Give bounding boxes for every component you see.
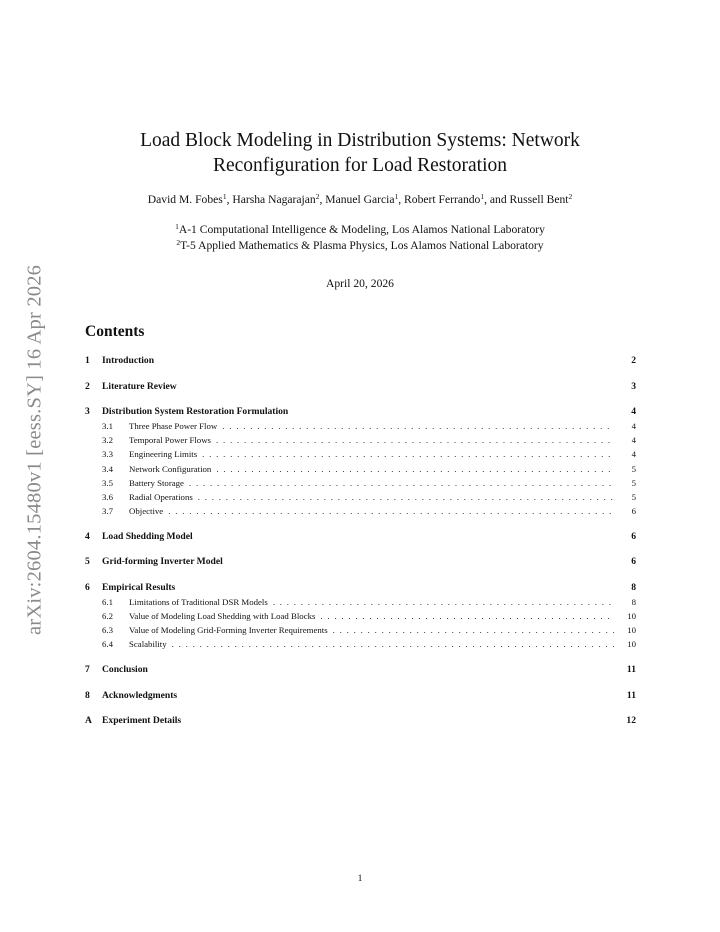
toc-subsection-label[interactable]: Network Configuration	[129, 463, 212, 474]
toc-section-number: 7	[85, 664, 90, 676]
toc-section-page[interactable]: 8	[631, 581, 636, 593]
affiliation-marker: 1	[480, 192, 485, 201]
toc-subsection[interactable]	[85, 609, 636, 623]
toc-dot-leader	[222, 419, 614, 433]
author-name: Robert Ferrando	[404, 193, 481, 206]
affiliations	[70, 222, 650, 254]
toc-section-page[interactable]: 2	[631, 355, 636, 366]
toc-subsection-page[interactable]: 5	[631, 477, 636, 488]
toc-section[interactable]	[85, 714, 636, 728]
toc-subsection-label[interactable]: Radial Operations	[129, 491, 193, 502]
author-name: Russell Bent	[509, 193, 569, 206]
toc-subsection-number: 3.1	[102, 421, 113, 431]
toc-subsection[interactable]	[85, 433, 636, 447]
toc-subsection-page[interactable]: 8	[631, 596, 636, 607]
toc-section-label[interactable]: Acknowledgments	[102, 689, 178, 701]
author-list: David M. Fobes$^1$, Harsha Nagarajan$^2$, Manuel Garcia$^1$, Robert Ferrando$^1$, and Russell Bent$^2$	[147, 192, 573, 206]
toc-section-label[interactable]: Conclusion	[102, 664, 148, 676]
toc-dot-leader	[216, 433, 614, 447]
author-name: Harsha Nagarajan	[232, 193, 316, 206]
toc-section-number: 1	[85, 355, 90, 366]
toc-section-page[interactable]: 11	[626, 689, 636, 701]
toc-subsection-page[interactable]: 5	[631, 491, 636, 502]
affiliation-text: A-1 Computational Intelligence & Modeling, Los Alamos National Laboratory	[178, 223, 545, 236]
toc-subsection-page[interactable]: 4	[631, 449, 636, 460]
toc-section-label[interactable]: Load Shedding Model	[102, 530, 193, 542]
toc-subsection-label[interactable]: Value of Modeling Grid-Forming Inverter Requirements	[129, 625, 328, 636]
toc-subsection-label[interactable]: Temporal Power Flows	[129, 435, 211, 446]
affiliation-text: T-5 Applied Mathematics & Plasma Physics, Los Alamos National Laboratory	[180, 239, 544, 252]
toc-dot-leader	[202, 447, 614, 461]
toc-dot-leader	[273, 595, 614, 609]
toc-dot-leader	[333, 623, 614, 637]
toc-section-label[interactable]: Distribution System Restoration Formulation	[102, 406, 289, 417]
toc-subsection[interactable]	[85, 623, 636, 637]
title-line-2: Reconfiguration for Load Restoration	[212, 155, 508, 176]
toc-subsection-page[interactable]: 10	[627, 625, 636, 636]
toc-section-number: 5	[85, 556, 90, 568]
toc-subsection[interactable]	[85, 637, 636, 651]
toc-dot-leader	[168, 504, 614, 518]
table-of-contents	[85, 354, 636, 728]
toc-section-page[interactable]: 12	[626, 715, 636, 727]
toc-section-number: 6	[85, 581, 90, 593]
toc-section[interactable]	[85, 689, 636, 703]
toc-subsection-label[interactable]: Value of Modeling Load Shedding with Load Blocks	[129, 611, 316, 621]
toc-dot-leader	[189, 476, 614, 490]
toc-dot-leader	[216, 462, 614, 476]
publication-date: April 20, 2026	[326, 277, 394, 290]
toc-section-page[interactable]: 4	[631, 406, 636, 417]
toc-subsection-number: 6.3	[102, 625, 113, 636]
toc-subsection-page[interactable]: 10	[627, 639, 636, 650]
toc-section-label[interactable]: Experiment Details	[102, 715, 182, 727]
toc-subsection-label[interactable]: Engineering Limits	[129, 449, 198, 460]
toc-subsection[interactable]	[85, 462, 636, 476]
toc-section[interactable]	[85, 354, 636, 368]
toc-subsection-number: 6.2	[102, 611, 113, 621]
toc-section[interactable]	[85, 663, 636, 677]
toc-section-number: 3	[85, 406, 90, 417]
toc-subsection-label[interactable]: Objective	[129, 506, 164, 517]
author-name: Manuel Garcia	[325, 193, 395, 206]
contents-heading: Contents	[85, 323, 145, 340]
author-name: David M. Fobes	[147, 193, 223, 206]
toc-dot-leader	[320, 609, 614, 623]
toc-section-label[interactable]: Empirical Results	[102, 581, 176, 593]
toc-section[interactable]	[85, 581, 636, 595]
page-number: 1	[357, 873, 363, 884]
affiliation-marker: 2	[568, 192, 573, 201]
toc-subsection-number: 3.3	[102, 449, 113, 460]
paper-title	[85, 128, 635, 178]
toc-subsection-number: 6.1	[102, 596, 113, 607]
toc-section[interactable]	[85, 380, 636, 394]
toc-subsection-number: 3.6	[102, 491, 113, 502]
toc-section-page[interactable]: 6	[631, 556, 636, 568]
affiliation-line	[70, 238, 650, 254]
toc-subsection-page[interactable]: 4	[631, 421, 636, 431]
toc-subsection-number: 3.7	[102, 506, 113, 517]
toc-subsection-page[interactable]: 4	[631, 435, 636, 446]
toc-subsection-page[interactable]: 10	[627, 611, 636, 621]
toc-dot-leader	[172, 637, 614, 651]
toc-section-number: A	[85, 715, 92, 727]
affiliation-line	[70, 222, 650, 238]
affiliation-marker: 2	[315, 192, 320, 201]
toc-subsection-label[interactable]: Three Phase Power Flow	[129, 421, 218, 431]
toc-subsection-number: 6.4	[102, 639, 113, 650]
toc-subsection[interactable]	[85, 476, 636, 490]
toc-section-label[interactable]: Literature Review	[102, 380, 177, 392]
affiliation-marker: 1	[394, 192, 399, 201]
toc-section[interactable]	[85, 530, 636, 544]
toc-section-page[interactable]: 6	[631, 530, 636, 542]
toc-subsection-number: 3.5	[102, 477, 113, 488]
toc-subsection-page[interactable]: 6	[631, 506, 636, 517]
toc-subsection-page[interactable]: 5	[631, 463, 636, 474]
toc-subsection[interactable]	[85, 490, 636, 504]
toc-section-number: 2	[85, 380, 90, 392]
toc-section-page[interactable]: 11	[626, 664, 636, 676]
toc-subsection[interactable]	[85, 595, 636, 609]
toc-subsection-label[interactable]: Scalability	[129, 639, 167, 650]
affiliation-marker: 1	[175, 222, 179, 231]
toc-section-label[interactable]: Grid-forming Inverter Model	[102, 556, 223, 568]
toc-section-number: 8	[85, 689, 90, 701]
arxiv-watermark: arXiv:2604.15480v1 [eess.SY] 16 Apr 2026	[23, 264, 46, 636]
toc-subsection-number: 3.2	[102, 435, 113, 446]
toc-subsection-number: 3.4	[102, 463, 113, 474]
toc-subsection[interactable]	[85, 504, 636, 518]
toc-section[interactable]	[85, 405, 636, 419]
toc-dot-leader	[198, 490, 614, 504]
toc-section-number: 4	[85, 530, 90, 542]
toc-subsection-label[interactable]: Battery Storage	[129, 477, 184, 488]
toc-section[interactable]	[85, 555, 636, 569]
toc-subsection[interactable]	[85, 447, 636, 461]
toc-subsection-label[interactable]: Limitations of Traditional DSR Models	[129, 596, 268, 607]
toc-subsection[interactable]	[85, 419, 636, 433]
affiliation-marker: 2	[176, 238, 181, 247]
title-line-1: Load Block Modeling in Distribution Systems: Network	[140, 130, 580, 151]
toc-section-label[interactable]: Introduction	[102, 355, 155, 366]
toc-section-page[interactable]: 3	[631, 380, 636, 392]
affiliation-marker: 1	[222, 192, 227, 201]
